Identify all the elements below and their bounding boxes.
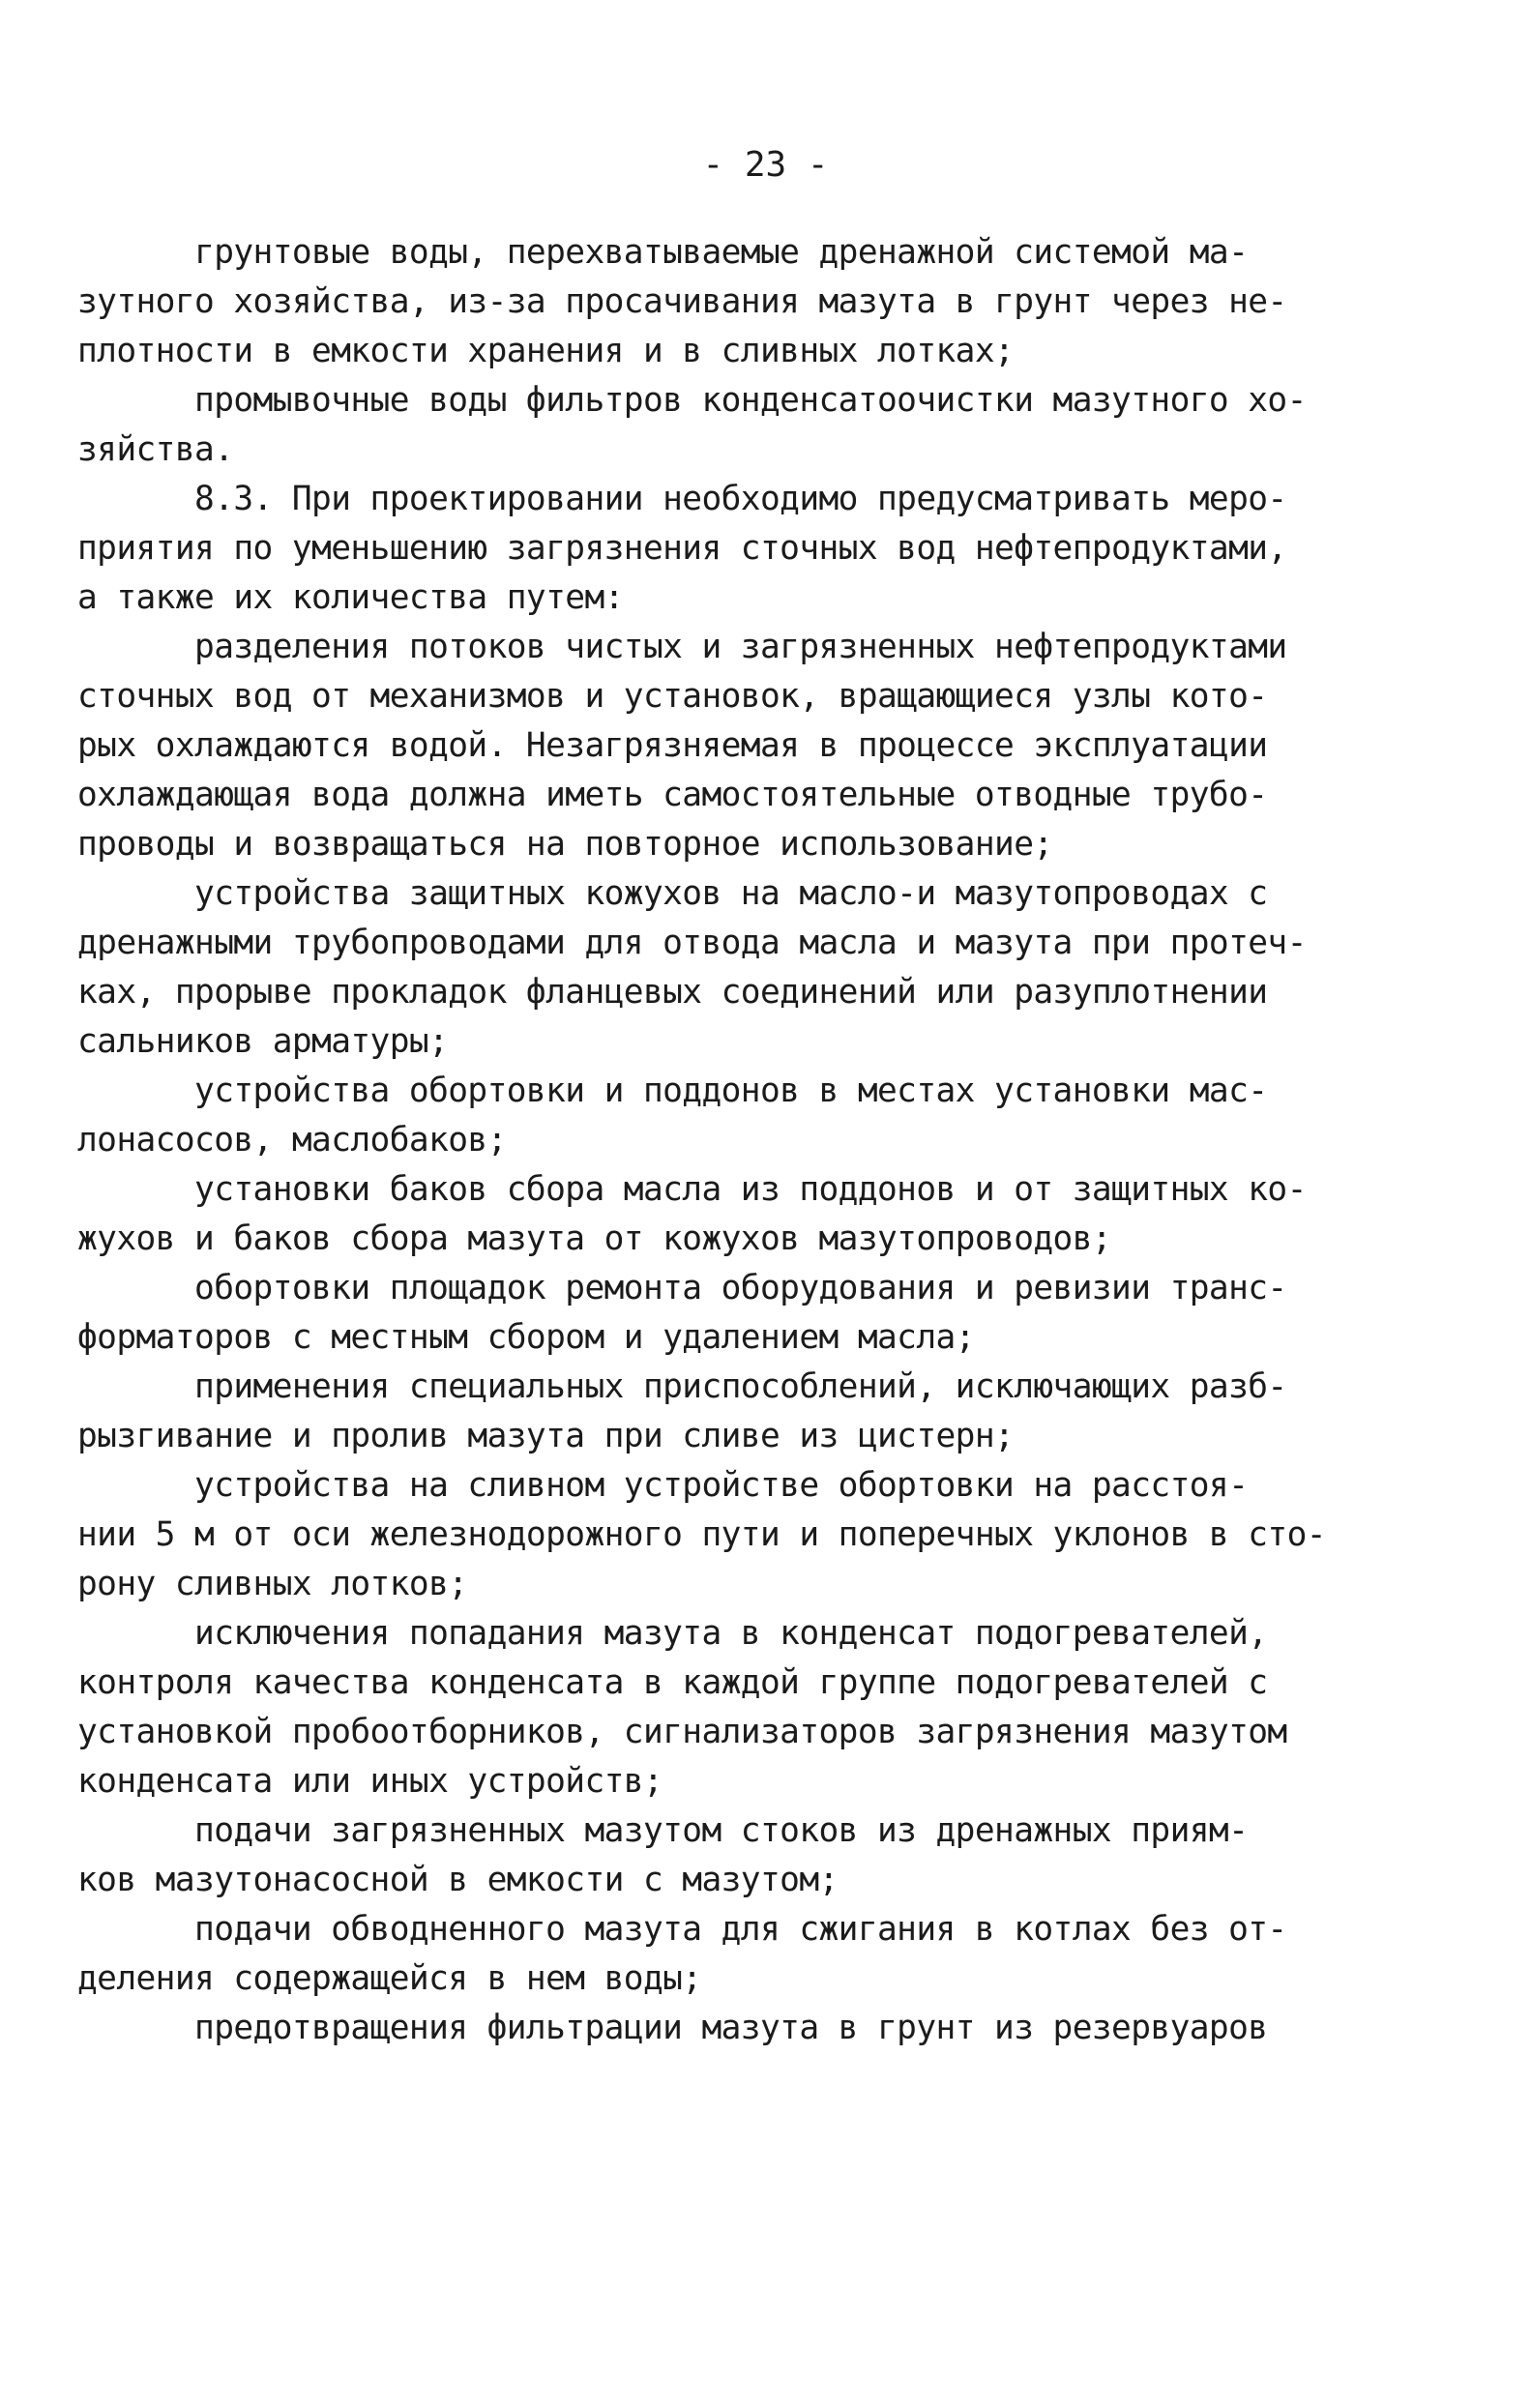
text-line: плотности в емкости хранения и в сливных лотках; (77, 332, 1015, 370)
text-line: установкой пробоотборников, сигнализаторов загрязнения мазутом (77, 1713, 1287, 1751)
text-line: подачи загрязненных мазутом стоков из дренажных приям- (77, 1811, 1249, 1850)
text-line: охлаждающая вода должна иметь самостоятельные отводные трубо- (77, 776, 1268, 814)
text-line: дренажными трубопроводами для отвода масла и мазута при протеч- (77, 924, 1307, 962)
text-line: зяйства. (77, 430, 234, 469)
text-line: рону сливных лотков; (77, 1565, 468, 1603)
text-line: установки баков сбора масла из поддонов и от защитных ко- (77, 1170, 1307, 1209)
text-line: контроля качества конденсата в каждой группе подогревателей с (77, 1663, 1268, 1702)
text-line: ков мазутонасосной в емкости с мазутом; (77, 1861, 839, 1899)
text-line: лонасосов, маслобаков; (77, 1121, 507, 1160)
text-line: рызгивание и пролив мазута при сливе из цистерн; (77, 1417, 1015, 1455)
text-line: исключения попадания мазута в конденсат подогревателей, (77, 1614, 1268, 1653)
text-line: рых охлаждаются водой. Незагрязняемая в процессе эксплуатации (77, 726, 1268, 765)
text-line: форматоров с местным сбором и удалением масла; (77, 1318, 975, 1357)
text-line: обортовки площадок ремонта оборудования и ревизии транс- (77, 1269, 1287, 1307)
text-line: конденсата или иных устройств; (77, 1762, 663, 1801)
text-line: грунтовые воды, перехватываемые дренажной системой ма- (77, 233, 1249, 272)
text-line: приятия по уменьшению загрязнения сточных вод нефтепродуктами, (77, 529, 1287, 568)
text-line: предотвращения фильтрации мазута в грунт из резервуаров (77, 2009, 1268, 2047)
text-line: нии 5 м от оси железнодорожного пути и поперечных уклонов в сто- (77, 1515, 1326, 1554)
text-line: разделения потоков чистых и загрязненных нефтепродуктами (77, 628, 1287, 666)
text-line: подачи обводненного мазута для сжигания в котлах без от- (77, 1910, 1287, 1949)
text-line: жухов и баков сбора мазута от кожухов мазутопроводов; (77, 1219, 1112, 1258)
document-body (77, 228, 1354, 2053)
text-line: деления содержащейся в нем воды; (77, 1959, 702, 1998)
text-line: ках, прорыве прокладок фланцевых соединений или разуплотнении (77, 973, 1268, 1012)
text-line: промывочные воды фильтров конденсатоочистки мазутного хо- (77, 381, 1307, 420)
text-line: сальников арматуры; (77, 1022, 449, 1061)
text-line: сточных вод от механизмов и установок, вращающиеся узлы кото- (77, 677, 1268, 716)
text-line: а также их количества путем: (77, 578, 624, 617)
text-line: применения специальных приспособлений, исключающих разб- (77, 1367, 1287, 1406)
text-line: устройства на сливном устройстве обортовки на расстоя- (77, 1466, 1249, 1505)
page-number: - 23 - (702, 145, 829, 185)
text-line: проводы и возвращаться на повторное использование; (77, 825, 1053, 864)
text-line: 8.3. При проектировании необходимо предусматривать меро- (77, 480, 1287, 518)
text-line: зутного хозяйства, из-за просачивания мазута в грунт через не- (77, 282, 1287, 321)
text-line: устройства обортовки и поддонов в местах установки мас- (77, 1072, 1268, 1110)
text-line: устройства защитных кожухов на масло-и мазутопроводах с (77, 874, 1268, 913)
